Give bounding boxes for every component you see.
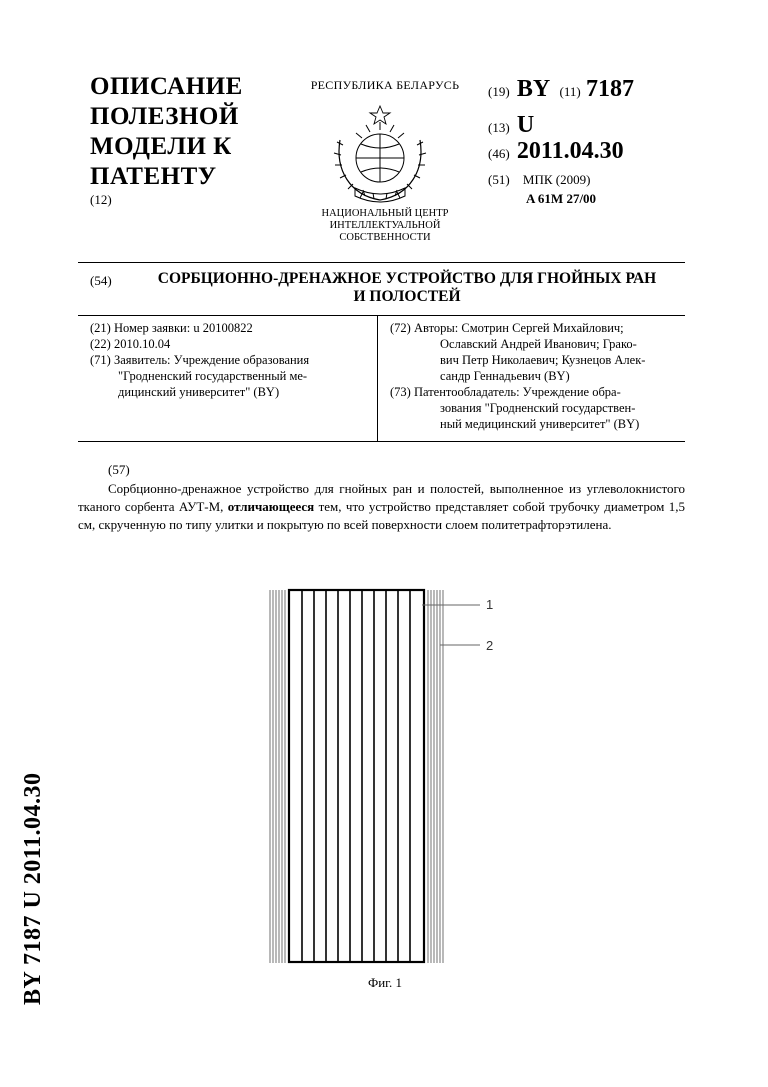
biblio-left-column <box>90 320 370 400</box>
ipc-value: A 61M 27/00 <box>526 191 597 206</box>
title-line-1: ОПИСАНИЕ <box>90 73 243 100</box>
code-11: (11) <box>559 84 581 99</box>
state-emblem-icon <box>325 100 435 210</box>
title-box-middle-rule <box>78 315 685 316</box>
code-51: (51) <box>488 172 510 187</box>
natcenter-line-3: СОБСТВЕННОСТИ <box>339 232 431 243</box>
code-57: (57) <box>108 462 130 477</box>
code-19: (19) <box>488 84 510 99</box>
kind-code: U <box>516 112 535 138</box>
republic-name: РЕСПУБЛИКА БЕЛАРУСЬ <box>310 78 460 92</box>
document-type-title <box>90 72 280 192</box>
title-line-4: ПАТЕНТУ <box>90 163 217 190</box>
authors-line-3: вич Петр Николаевич; Кузнецов Алек- <box>440 353 646 367</box>
patent-number: 7187 <box>585 76 634 102</box>
figure-1-drawing <box>262 585 522 970</box>
abstract-text-before: Сорбционно-дренажное устройство для гнойных ран и полостей, выполненное из углеволокнистого тканого сорбента АУТ-М, <box>78 481 685 514</box>
figure-label-1: 1 <box>486 597 494 612</box>
column-divider <box>377 315 378 441</box>
biblio-right-column <box>390 320 682 432</box>
authors-line-1: (72) Авторы: Смотрин Сергей Михайлович; <box>390 321 624 335</box>
title-line-b: И ПОЛОСТЕЙ <box>353 288 461 305</box>
abstract-text-bold: отличающееся <box>227 499 315 514</box>
title-box-bottom-rule <box>78 441 685 442</box>
applicant-line-2: "Гродненский государственный ме- <box>118 369 308 383</box>
authors-line-4: сандр Геннадьевич (BY) <box>440 369 570 383</box>
owner-line-1: (73) Патентообладатель: Учреждение обра- <box>390 385 621 399</box>
code-13: (13) <box>488 120 510 135</box>
utility-model-title <box>132 270 682 306</box>
outer-coating-right <box>428 590 443 963</box>
applicant-line-1: (71) Заявитель: Учреждение образования <box>90 353 310 367</box>
code-12: (12) <box>90 192 112 207</box>
filing-date: (22) 2010.10.04 <box>90 337 171 351</box>
code-46: (46) <box>488 146 510 161</box>
title-line-3: МОДЕЛИ К <box>90 133 232 160</box>
application-number: (21) Номер заявки: u 20100822 <box>90 321 253 335</box>
authors-line-2: Ославский Андрей Иванович; Грако- <box>440 337 637 351</box>
title-box-top-rule <box>78 262 685 263</box>
abstract-text-after: тем, что устройство представляет собой трубочку диаметром 1,5 см, скрученную по типу улитки и покрытую по всей поверхности слоем политетрафторэтилена. <box>78 499 686 532</box>
abstract-text <box>78 480 685 534</box>
title-line-a: СОРБЦИОННО-ДРЕНАЖНОЕ УСТРОЙСТВО ДЛЯ ГНОЙНЫХ РАН <box>157 270 657 287</box>
ipc-label: МПК (2009) <box>522 172 591 187</box>
sorbent-frame <box>289 590 424 962</box>
outer-coating-left <box>270 590 285 963</box>
publication-date: 2011.04.30 <box>516 138 624 164</box>
country-code: BY <box>516 76 551 102</box>
code-54: (54) <box>90 273 112 288</box>
figure-caption: Фиг. 1 <box>367 975 403 990</box>
owner-line-3: ный медицинский университет" (BY) <box>440 417 640 431</box>
natcenter-line-2: ИНТЕЛЛЕКТУАЛЬНОЙ <box>329 220 441 231</box>
title-line-2: ПОЛЕЗНОЙ <box>90 103 239 130</box>
vertical-patent-id: BY 7187 U 2011.04.30 <box>20 772 46 1005</box>
owner-line-2: зования "Гродненский государствен- <box>440 401 636 415</box>
national-center <box>300 208 470 244</box>
sorbent-strips <box>302 590 410 962</box>
figure-label-2: 2 <box>486 638 494 653</box>
natcenter-line-1: НАЦИОНАЛЬНЫЙ ЦЕНТР <box>321 208 449 219</box>
applicant-line-3: дицинский университет" (BY) <box>118 385 280 399</box>
